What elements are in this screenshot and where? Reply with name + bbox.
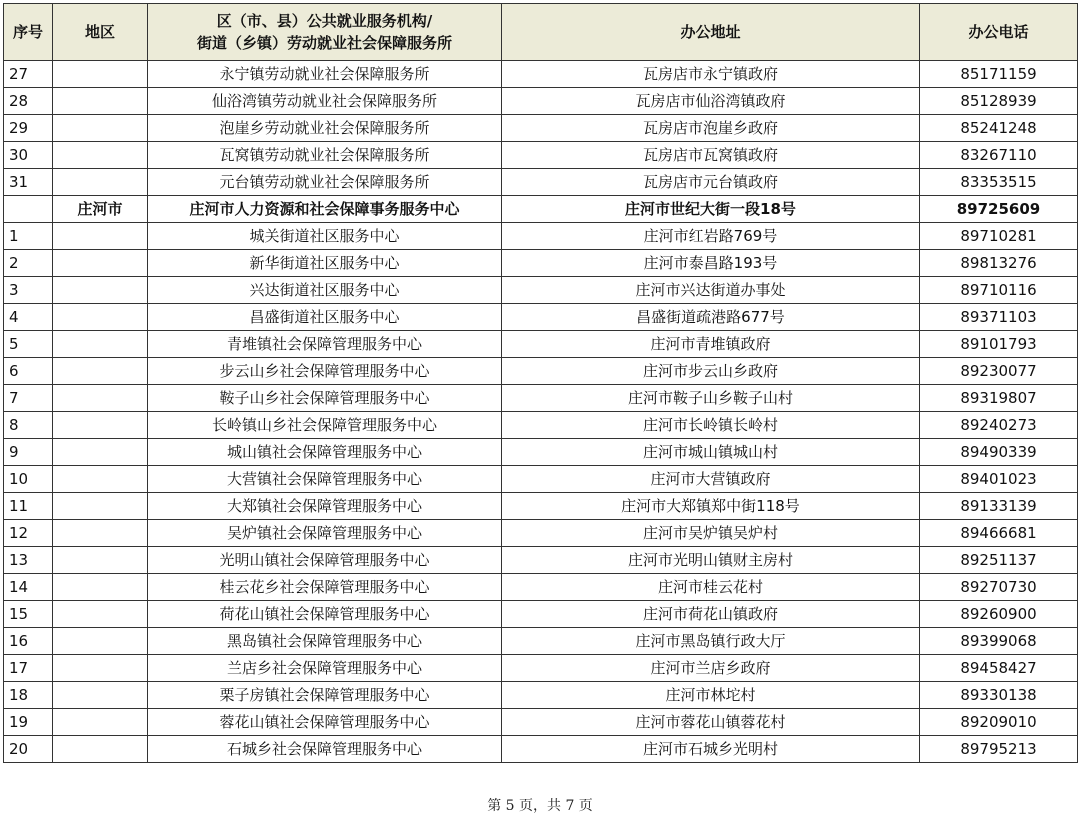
cell-region bbox=[53, 61, 148, 88]
cell-seq: 16 bbox=[4, 628, 53, 655]
cell-address: 庄河市红岩路769号 bbox=[502, 223, 920, 250]
cell-address: 庄河市荷花山镇政府 bbox=[502, 601, 920, 628]
service-directory-table bbox=[3, 3, 1078, 763]
cell-address: 庄河市光明山镇财主房村 bbox=[502, 547, 920, 574]
table-row bbox=[4, 304, 1078, 331]
cell-region bbox=[53, 358, 148, 385]
table-row bbox=[4, 601, 1078, 628]
cell-seq: 6 bbox=[4, 358, 53, 385]
header-phone: 办公电话 bbox=[920, 4, 1078, 61]
cell-org: 黑岛镇社会保障管理服务中心 bbox=[148, 628, 502, 655]
cell-seq: 12 bbox=[4, 520, 53, 547]
table-row bbox=[4, 88, 1078, 115]
cell-phone: 89240273 bbox=[920, 412, 1078, 439]
cell-seq: 15 bbox=[4, 601, 53, 628]
cell-region bbox=[53, 466, 148, 493]
cell-region bbox=[53, 601, 148, 628]
cell-org: 桂云花乡社会保障管理服务中心 bbox=[148, 574, 502, 601]
cell-phone: 89401023 bbox=[920, 466, 1078, 493]
cell-region bbox=[53, 385, 148, 412]
cell-seq: 17 bbox=[4, 655, 53, 682]
cell-seq: 14 bbox=[4, 574, 53, 601]
cell-phone: 89133139 bbox=[920, 493, 1078, 520]
cell-address: 昌盛街道疏港路677号 bbox=[502, 304, 920, 331]
table-row bbox=[4, 169, 1078, 196]
cell-address: 庄河市桂云花村 bbox=[502, 574, 920, 601]
cell-address: 庄河市蓉花山镇蓉花村 bbox=[502, 709, 920, 736]
cell-phone: 89399068 bbox=[920, 628, 1078, 655]
cell-region bbox=[53, 88, 148, 115]
cell-org: 石城乡社会保障管理服务中心 bbox=[148, 736, 502, 763]
cell-phone: 89270730 bbox=[920, 574, 1078, 601]
cell-region bbox=[53, 493, 148, 520]
table-row bbox=[4, 196, 1078, 223]
cell-address: 瓦房店市仙浴湾镇政府 bbox=[502, 88, 920, 115]
header-org bbox=[148, 4, 502, 61]
cell-address: 庄河市世纪大街一段18号 bbox=[502, 196, 920, 223]
cell-phone: 89813276 bbox=[920, 250, 1078, 277]
cell-org: 鞍子山乡社会保障管理服务中心 bbox=[148, 385, 502, 412]
cell-phone: 85171159 bbox=[920, 61, 1078, 88]
cell-phone: 89725609 bbox=[920, 196, 1078, 223]
cell-address: 庄河市石城乡光明村 bbox=[502, 736, 920, 763]
table-row bbox=[4, 736, 1078, 763]
cell-seq: 9 bbox=[4, 439, 53, 466]
cell-org: 光明山镇社会保障管理服务中心 bbox=[148, 547, 502, 574]
cell-region: 庄河市 bbox=[53, 196, 148, 223]
cell-phone: 89319807 bbox=[920, 385, 1078, 412]
cell-address: 庄河市步云山乡政府 bbox=[502, 358, 920, 385]
cell-seq: 18 bbox=[4, 682, 53, 709]
cell-org: 大郑镇社会保障管理服务中心 bbox=[148, 493, 502, 520]
cell-address: 瓦房店市元台镇政府 bbox=[502, 169, 920, 196]
cell-phone: 89795213 bbox=[920, 736, 1078, 763]
cell-org: 元台镇劳动就业社会保障服务所 bbox=[148, 169, 502, 196]
cell-org: 昌盛街道社区服务中心 bbox=[148, 304, 502, 331]
cell-address: 庄河市泰昌路193号 bbox=[502, 250, 920, 277]
cell-region bbox=[53, 655, 148, 682]
cell-region bbox=[53, 736, 148, 763]
cell-org: 永宁镇劳动就业社会保障服务所 bbox=[148, 61, 502, 88]
cell-org: 城山镇社会保障管理服务中心 bbox=[148, 439, 502, 466]
cell-address: 庄河市大营镇政府 bbox=[502, 466, 920, 493]
cell-address: 瓦房店市永宁镇政府 bbox=[502, 61, 920, 88]
cell-address: 庄河市黑岛镇行政大厅 bbox=[502, 628, 920, 655]
table-row bbox=[4, 61, 1078, 88]
cell-org: 兴达街道社区服务中心 bbox=[148, 277, 502, 304]
header-region: 地区 bbox=[53, 4, 148, 61]
table-row bbox=[4, 115, 1078, 142]
cell-phone: 83353515 bbox=[920, 169, 1078, 196]
cell-org: 泡崖乡劳动就业社会保障服务所 bbox=[148, 115, 502, 142]
table-row bbox=[4, 655, 1078, 682]
table-row bbox=[4, 277, 1078, 304]
cell-phone: 89251137 bbox=[920, 547, 1078, 574]
cell-phone: 89371103 bbox=[920, 304, 1078, 331]
cell-phone: 89209010 bbox=[920, 709, 1078, 736]
cell-seq: 4 bbox=[4, 304, 53, 331]
cell-org: 兰店乡社会保障管理服务中心 bbox=[148, 655, 502, 682]
cell-seq: 3 bbox=[4, 277, 53, 304]
cell-region bbox=[53, 169, 148, 196]
cell-region bbox=[53, 277, 148, 304]
cell-address: 瓦房店市瓦窝镇政府 bbox=[502, 142, 920, 169]
cell-org: 蓉花山镇社会保障管理服务中心 bbox=[148, 709, 502, 736]
table-row bbox=[4, 628, 1078, 655]
table-row bbox=[4, 331, 1078, 358]
cell-address: 庄河市长岭镇长岭村 bbox=[502, 412, 920, 439]
cell-seq bbox=[4, 196, 53, 223]
cell-region bbox=[53, 115, 148, 142]
table-row bbox=[4, 142, 1078, 169]
cell-phone: 89458427 bbox=[920, 655, 1078, 682]
header-seq: 序号 bbox=[4, 4, 53, 61]
cell-phone: 89710281 bbox=[920, 223, 1078, 250]
cell-phone: 89101793 bbox=[920, 331, 1078, 358]
table-row bbox=[4, 682, 1078, 709]
cell-org: 大营镇社会保障管理服务中心 bbox=[148, 466, 502, 493]
table-row bbox=[4, 385, 1078, 412]
cell-seq: 27 bbox=[4, 61, 53, 88]
cell-address: 瓦房店市泡崖乡政府 bbox=[502, 115, 920, 142]
cell-region bbox=[53, 520, 148, 547]
cell-org: 庄河市人力资源和社会保障事务服务中心 bbox=[148, 196, 502, 223]
cell-org: 青堆镇社会保障管理服务中心 bbox=[148, 331, 502, 358]
cell-address: 庄河市兰店乡政府 bbox=[502, 655, 920, 682]
cell-address: 庄河市城山镇城山村 bbox=[502, 439, 920, 466]
cell-org: 仙浴湾镇劳动就业社会保障服务所 bbox=[148, 88, 502, 115]
cell-phone: 85241248 bbox=[920, 115, 1078, 142]
cell-org: 长岭镇山乡社会保障管理服务中心 bbox=[148, 412, 502, 439]
cell-phone: 89710116 bbox=[920, 277, 1078, 304]
cell-region bbox=[53, 142, 148, 169]
cell-org: 城关街道社区服务中心 bbox=[148, 223, 502, 250]
cell-region bbox=[53, 574, 148, 601]
cell-address: 庄河市兴达街道办事处 bbox=[502, 277, 920, 304]
table-row bbox=[4, 466, 1078, 493]
table-row bbox=[4, 709, 1078, 736]
cell-phone: 89466681 bbox=[920, 520, 1078, 547]
table-row bbox=[4, 250, 1078, 277]
table-row bbox=[4, 358, 1078, 385]
cell-phone: 83267110 bbox=[920, 142, 1078, 169]
cell-seq: 13 bbox=[4, 547, 53, 574]
cell-seq: 10 bbox=[4, 466, 53, 493]
cell-org: 新华街道社区服务中心 bbox=[148, 250, 502, 277]
header-address: 办公地址 bbox=[502, 4, 920, 61]
cell-org: 瓦窝镇劳动就业社会保障服务所 bbox=[148, 142, 502, 169]
cell-seq: 5 bbox=[4, 331, 53, 358]
cell-address: 庄河市吴炉镇吴炉村 bbox=[502, 520, 920, 547]
cell-address: 庄河市鞍子山乡鞍子山村 bbox=[502, 385, 920, 412]
header-org-line1: 区（市、县）公共就业服务机构/ bbox=[216, 12, 433, 30]
table-row bbox=[4, 547, 1078, 574]
cell-phone: 89260900 bbox=[920, 601, 1078, 628]
cell-region bbox=[53, 628, 148, 655]
cell-org: 步云山乡社会保障管理服务中心 bbox=[148, 358, 502, 385]
cell-phone: 89490339 bbox=[920, 439, 1078, 466]
cell-region bbox=[53, 439, 148, 466]
table-row bbox=[4, 439, 1078, 466]
cell-address: 庄河市大郑镇郑中街118号 bbox=[502, 493, 920, 520]
cell-region bbox=[53, 682, 148, 709]
table-header-row bbox=[4, 4, 1078, 61]
cell-seq: 30 bbox=[4, 142, 53, 169]
cell-address: 庄河市青堆镇政府 bbox=[502, 331, 920, 358]
cell-phone: 89230077 bbox=[920, 358, 1078, 385]
cell-seq: 8 bbox=[4, 412, 53, 439]
cell-seq: 29 bbox=[4, 115, 53, 142]
cell-seq: 1 bbox=[4, 223, 53, 250]
cell-region bbox=[53, 709, 148, 736]
cell-region bbox=[53, 304, 148, 331]
cell-phone: 89330138 bbox=[920, 682, 1078, 709]
page-footer: 第 5 页，共 7 页 bbox=[487, 798, 593, 814]
cell-phone: 85128939 bbox=[920, 88, 1078, 115]
cell-seq: 11 bbox=[4, 493, 53, 520]
table-row bbox=[4, 493, 1078, 520]
cell-region bbox=[53, 331, 148, 358]
table-row bbox=[4, 223, 1078, 250]
cell-seq: 19 bbox=[4, 709, 53, 736]
cell-seq: 2 bbox=[4, 250, 53, 277]
cell-org: 吴炉镇社会保障管理服务中心 bbox=[148, 520, 502, 547]
cell-region bbox=[53, 250, 148, 277]
table-row bbox=[4, 574, 1078, 601]
table-row bbox=[4, 520, 1078, 547]
cell-org: 荷花山镇社会保障管理服务中心 bbox=[148, 601, 502, 628]
table-row bbox=[4, 412, 1078, 439]
cell-seq: 28 bbox=[4, 88, 53, 115]
cell-region bbox=[53, 223, 148, 250]
cell-region bbox=[53, 412, 148, 439]
cell-address: 庄河市林坨村 bbox=[502, 682, 920, 709]
cell-org: 栗子房镇社会保障管理服务中心 bbox=[148, 682, 502, 709]
cell-seq: 7 bbox=[4, 385, 53, 412]
header-org-line2: 街道（乡镇）劳动就业社会保障服务所 bbox=[196, 34, 452, 52]
cell-seq: 20 bbox=[4, 736, 53, 763]
cell-region bbox=[53, 547, 148, 574]
cell-seq: 31 bbox=[4, 169, 53, 196]
